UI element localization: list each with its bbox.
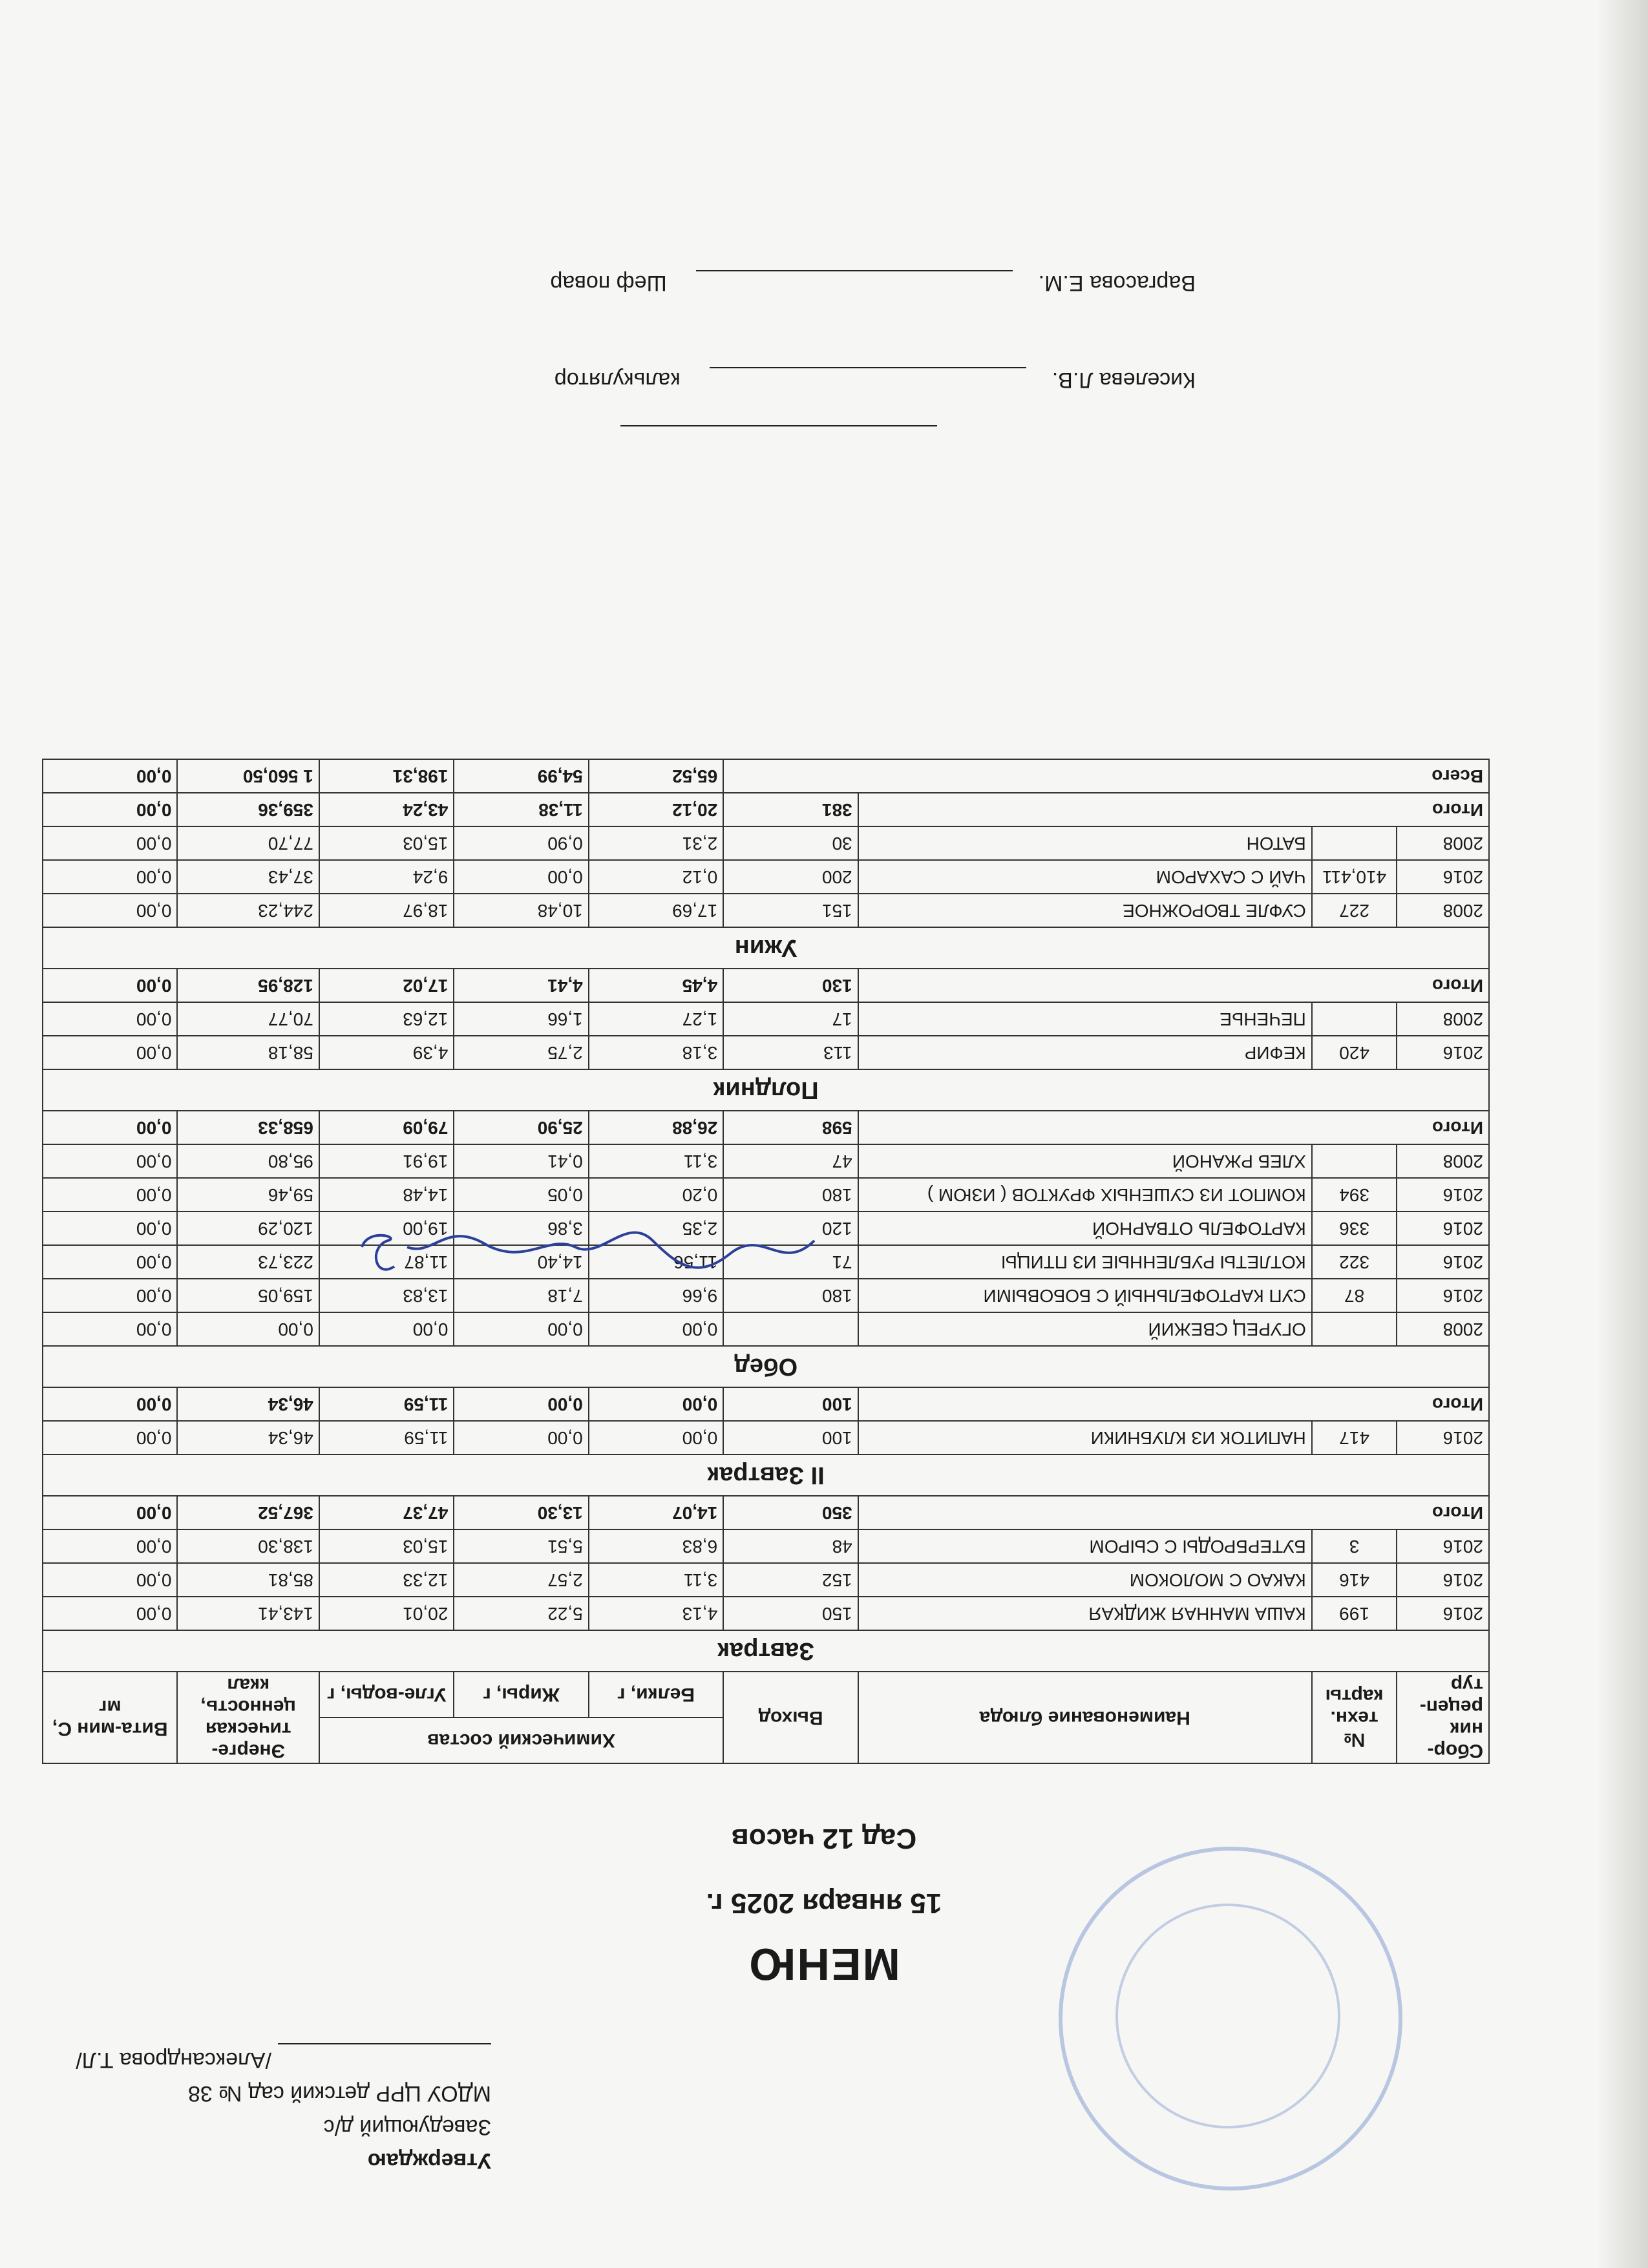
total-row [43,969,1489,1002]
card-cell: 336 [1312,1212,1397,1245]
collection-cell: 2016 [1397,1529,1489,1563]
output-cell: 71 [723,1245,858,1279]
section-title: Обед [43,1346,1489,1387]
collection-cell: 2016 [1397,1178,1489,1212]
vitamin-cell: 0,00 [43,1529,177,1563]
carbs-cell: 12,33 [319,1563,454,1597]
grand-total-fat: 54,99 [454,759,588,793]
menu-date: 15 января 2025 г. [706,1887,942,1919]
vitamin-cell: 0,00 [43,894,177,927]
section-row [43,927,1489,969]
total-output: 130 [723,969,858,1002]
protein-cell: 2,35 [589,1212,723,1245]
dish-name-cell: БУТЕРБРОДЫ С СЫРОМ [858,1529,1312,1563]
energy-cell: 244,23 [177,894,319,927]
collection-cell: 2016 [1397,1563,1489,1597]
table-row [43,1144,1489,1178]
dish-name-cell: КОМПОТ ИЗ СУШЕНЫХ ФРУКТОВ ( ИЗЮМ ) [858,1178,1312,1212]
protein-cell: 0,12 [589,860,723,894]
output-cell: 113 [723,1036,858,1069]
card-cell [1312,1312,1397,1346]
total-carbs: 79,09 [319,1111,454,1144]
total-carbs: 43,24 [319,793,454,826]
header-output: Выход [723,1672,858,1763]
header-fat: Жиры, г [454,1672,588,1717]
total-output: 598 [723,1111,858,1144]
vitamin-cell: 0,00 [43,1002,177,1036]
protein-cell: 3,11 [589,1144,723,1178]
total-label: Итого [858,1387,1489,1421]
carbs-cell: 0,00 [319,1312,454,1346]
dish-name-cell: ХЛЕБ РЖАНОЙ [858,1144,1312,1178]
total-fat: 4,41 [454,969,588,1002]
collection-cell: 2016 [1397,1597,1489,1630]
signature-calculator [555,367,1196,394]
fat-cell: 2,75 [454,1036,588,1069]
vitamin-cell: 0,00 [43,1563,177,1597]
carbs-cell: 12,63 [319,1002,454,1036]
collection-cell: 2008 [1397,1002,1489,1036]
carbs-cell: 19,00 [319,1212,454,1245]
approval-signature-line [39,2043,491,2077]
calculator-signature-blank [710,367,1026,394]
carbs-cell: 15,03 [319,1529,454,1563]
collection-cell: 2016 [1397,860,1489,894]
card-cell [1312,1144,1397,1178]
table-body [43,759,1489,1672]
total-vitamin: 0,00 [43,1111,177,1144]
total-output: 381 [723,793,858,826]
carbs-cell: 11,59 [319,1421,454,1454]
card-cell: 417 [1312,1421,1397,1454]
dish-name-cell: ОГУРЕЦ СВЕЖИЙ [858,1312,1312,1346]
energy-cell: 95,80 [177,1144,319,1178]
output-cell: 47 [723,1144,858,1178]
protein-cell: 2,31 [589,826,723,860]
card-cell: 322 [1312,1245,1397,1279]
dish-name-cell: БАТОН [858,826,1312,860]
fat-cell: 0,90 [454,826,588,860]
total-output: 350 [723,1496,858,1529]
total-carbs: 17,02 [319,969,454,1002]
dish-name-cell: КАРТОФЕЛЬ ОТВАРНОЙ [858,1212,1312,1245]
grand-total-row [43,759,1489,793]
fat-cell: 0,41 [454,1144,588,1178]
header-collection: Сбор-ник рецеп-тур [1397,1672,1489,1763]
output-cell: 17 [723,1002,858,1036]
total-energy: 367,52 [177,1496,319,1529]
carbs-cell: 20,01 [319,1597,454,1630]
protein-cell: 0,20 [589,1178,723,1212]
card-cell: 394 [1312,1178,1397,1212]
table-row [43,826,1489,860]
dish-name-cell: СУФЛЕ ТВОРОЖНОЕ [858,894,1312,927]
output-cell: 120 [723,1212,858,1245]
fat-cell: 2,57 [454,1563,588,1597]
energy-cell: 143,41 [177,1597,319,1630]
carbs-cell: 14,48 [319,1178,454,1212]
menu-group: Сад 12 часов [731,1823,917,1854]
total-vitamin: 0,00 [43,1387,177,1421]
carbs-cell: 13,83 [319,1279,454,1312]
total-protein: 4,45 [589,969,723,1002]
grand-total-vitamin: 0,00 [43,759,177,793]
energy-cell: 223,73 [177,1245,319,1279]
energy-cell: 37,43 [177,860,319,894]
total-protein: 26,88 [589,1111,723,1144]
header-energy: Энерге-тическая ценность, ккал [177,1672,319,1763]
header-protein: Белки, г [589,1672,723,1717]
approval-block [39,2043,491,2178]
table-row [43,894,1489,927]
protein-cell: 0,00 [589,1312,723,1346]
total-protein: 14,07 [589,1496,723,1529]
energy-cell: 77,70 [177,826,319,860]
vitamin-cell: 0,00 [43,1178,177,1212]
total-fat: 0,00 [454,1387,588,1421]
dish-name-cell: ЧАЙ С САХАРОМ [858,860,1312,894]
card-cell: 199 [1312,1597,1397,1630]
page-title: МЕНЮ [748,1939,900,1990]
fat-cell: 14,40 [454,1245,588,1279]
output-cell [723,1312,858,1346]
calculator-name: Киселева Л.В. [1051,368,1196,392]
protein-cell: 0,00 [589,1421,723,1454]
approval-line-1: Заведующий д/с [323,2115,491,2139]
total-energy: 46,34 [177,1387,319,1421]
energy-cell: 46,34 [177,1421,319,1454]
fat-cell: 3,86 [454,1212,588,1245]
card-cell [1312,1002,1397,1036]
dish-name-cell: СУП КАРТОФЕЛЬНЫЙ С БОБОВЫМИ [858,1279,1312,1312]
collection-cell: 2008 [1397,1312,1489,1346]
energy-cell: 0,00 [177,1312,319,1346]
collection-cell: 2016 [1397,1421,1489,1454]
approval-label: Утверждаю [367,2148,491,2173]
card-cell: 420 [1312,1036,1397,1069]
total-energy: 359,36 [177,793,319,826]
total-vitamin: 0,00 [43,1496,177,1529]
protein-cell: 9,66 [589,1279,723,1312]
calculator-label: калькулятор [554,368,681,392]
section-row [43,1630,1489,1672]
total-protein: 0,00 [589,1387,723,1421]
header-dish: Наименование блюда [858,1672,1312,1763]
total-carbs: 11,59 [319,1387,454,1421]
carbs-cell: 11,87 [319,1245,454,1279]
fat-cell: 10,48 [454,894,588,927]
output-cell: 180 [723,1178,858,1212]
total-label: Итого [858,1111,1489,1144]
collection-cell: 2016 [1397,1036,1489,1069]
collection-cell: 2008 [1397,894,1489,927]
stamp-inner-ring [1115,1904,1340,2128]
protein-cell: 3,18 [589,1036,723,1069]
output-cell: 30 [723,826,858,860]
dish-name-cell: КОТЛЕТЫ РУБЛЕННЫЕ ИЗ ПТИЦЫ [858,1245,1312,1279]
dish-name-cell: ПЕЧЕНЬЕ [858,1002,1312,1036]
fat-cell: 0,00 [454,1312,588,1346]
table-row [43,1421,1489,1454]
collection-cell: 2008 [1397,1144,1489,1178]
fat-cell: 7,18 [454,1279,588,1312]
total-label: Итого [858,1496,1489,1529]
approval-signer: /Александрова Т.Л/ [76,2048,271,2072]
vitamin-cell: 0,00 [43,1245,177,1279]
dish-name-cell: КАША МАННАЯ ЖИДКАЯ [858,1597,1312,1630]
table-header [43,1672,1489,1763]
protein-cell: 1,27 [589,1002,723,1036]
total-vitamin: 0,00 [43,793,177,826]
approval-signature-blank [278,2043,491,2070]
carbs-cell: 18,97 [319,894,454,927]
section-title: II Завтрак [43,1454,1489,1496]
header-chem: Химический состав [319,1717,723,1763]
total-row [43,793,1489,826]
card-cell [1312,826,1397,860]
table-row [43,860,1489,894]
fat-cell: 1,66 [454,1002,588,1036]
energy-cell: 138,30 [177,1529,319,1563]
vitamin-cell: 0,00 [43,1279,177,1312]
table-row [43,1312,1489,1346]
output-cell: 151 [723,894,858,927]
protein-cell: 3,11 [589,1563,723,1597]
total-energy: 658,33 [177,1111,319,1144]
output-cell: 150 [723,1597,858,1630]
protein-cell: 17,69 [589,894,723,927]
vitamin-cell: 0,00 [43,1312,177,1346]
energy-cell: 85,81 [177,1563,319,1597]
chef-label: Шеф повар [550,271,667,295]
vitamin-cell: 0,00 [43,1212,177,1245]
card-cell: 3 [1312,1529,1397,1563]
total-vitamin: 0,00 [43,969,177,1002]
total-label: Итого [858,793,1489,826]
total-energy: 128,95 [177,969,319,1002]
chef-name: Варгасова Е.М. [1038,271,1196,295]
total-fat: 25,90 [454,1111,588,1144]
collection-cell: 2016 [1397,1279,1489,1312]
total-carbs: 47,37 [319,1496,454,1529]
total-row [43,1387,1489,1421]
dish-name-cell: НАПИТОК ИЗ КЛУБНИКИ [858,1421,1312,1454]
signature-line-empty [591,425,963,452]
carbs-cell: 9,24 [319,860,454,894]
section-row [43,1346,1489,1387]
grand-total-protein: 65,52 [589,759,723,793]
total-protein: 20,12 [589,793,723,826]
card-cell: 87 [1312,1279,1397,1312]
output-cell: 48 [723,1529,858,1563]
carbs-cell: 19,91 [319,1144,454,1178]
energy-cell: 59,46 [177,1178,319,1212]
collection-cell: 2016 [1397,1245,1489,1279]
table-row [43,1597,1489,1630]
handwritten-note-icon [355,1221,821,1286]
vitamin-cell: 0,00 [43,1597,177,1630]
fat-cell: 0,00 [454,1421,588,1454]
card-cell: 410,411 [1312,860,1397,894]
total-row [43,1496,1489,1529]
vitamin-cell: 0,00 [43,1036,177,1069]
header-vitamin: Вита-мин С, мг [43,1672,177,1763]
section-title: Полдник [43,1069,1489,1111]
collection-cell: 2016 [1397,1212,1489,1245]
header-carbs: Угле-воды, г [319,1672,454,1717]
approval-line-2: МДОУ ЦРР детский сад № 38 [187,2081,491,2106]
total-output: 100 [723,1387,858,1421]
paper-edge [1596,0,1648,2268]
table-row [43,1002,1489,1036]
carbs-cell: 4,39 [319,1036,454,1069]
energy-cell: 159,05 [177,1279,319,1312]
fat-cell: 5,22 [454,1597,588,1630]
table-row [43,1036,1489,1069]
collection-cell: 2008 [1397,826,1489,860]
protein-cell: 6,83 [589,1529,723,1563]
vitamin-cell: 0,00 [43,1144,177,1178]
fat-cell: 0,05 [454,1178,588,1212]
output-cell: 200 [723,860,858,894]
table-row [43,1563,1489,1597]
carbs-cell: 15,03 [319,826,454,860]
fat-cell: 0,00 [454,860,588,894]
total-label: Итого [858,969,1489,1002]
fat-cell: 5,51 [454,1529,588,1563]
protein-cell: 11,56 [589,1245,723,1279]
output-cell: 152 [723,1563,858,1597]
grand-total-energy: 1 560,50 [177,759,319,793]
total-fat: 11,38 [454,793,588,826]
section-title: Завтрак [43,1630,1489,1672]
card-cell: 416 [1312,1563,1397,1597]
output-cell: 100 [723,1421,858,1454]
section-row [43,1454,1489,1496]
dish-name-cell: КЕФИР [858,1036,1312,1069]
protein-cell: 4,13 [589,1597,723,1630]
energy-cell: 120,29 [177,1212,319,1245]
vitamin-cell: 0,00 [43,1421,177,1454]
section-row [43,1069,1489,1111]
card-cell: 227 [1312,894,1397,927]
table-row [43,1529,1489,1563]
output-cell: 180 [723,1279,858,1312]
dish-name-cell: КАКАО С МОЛОКОМ [858,1563,1312,1597]
energy-cell: 58,18 [177,1036,319,1069]
total-fat: 13,30 [454,1496,588,1529]
chef-signature-blank [696,270,1013,297]
grand-total-label: Всего [723,759,1489,793]
vitamin-cell: 0,00 [43,826,177,860]
grand-total-carbs: 198,31 [319,759,454,793]
signature-blank [620,425,937,452]
energy-cell: 70,77 [177,1002,319,1036]
signature-chef [550,270,1196,297]
section-title: Ужин [43,927,1489,969]
table-row [43,1178,1489,1212]
header-card: № техн. карты [1312,1672,1397,1763]
vitamin-cell: 0,00 [43,860,177,894]
total-row [43,1111,1489,1144]
